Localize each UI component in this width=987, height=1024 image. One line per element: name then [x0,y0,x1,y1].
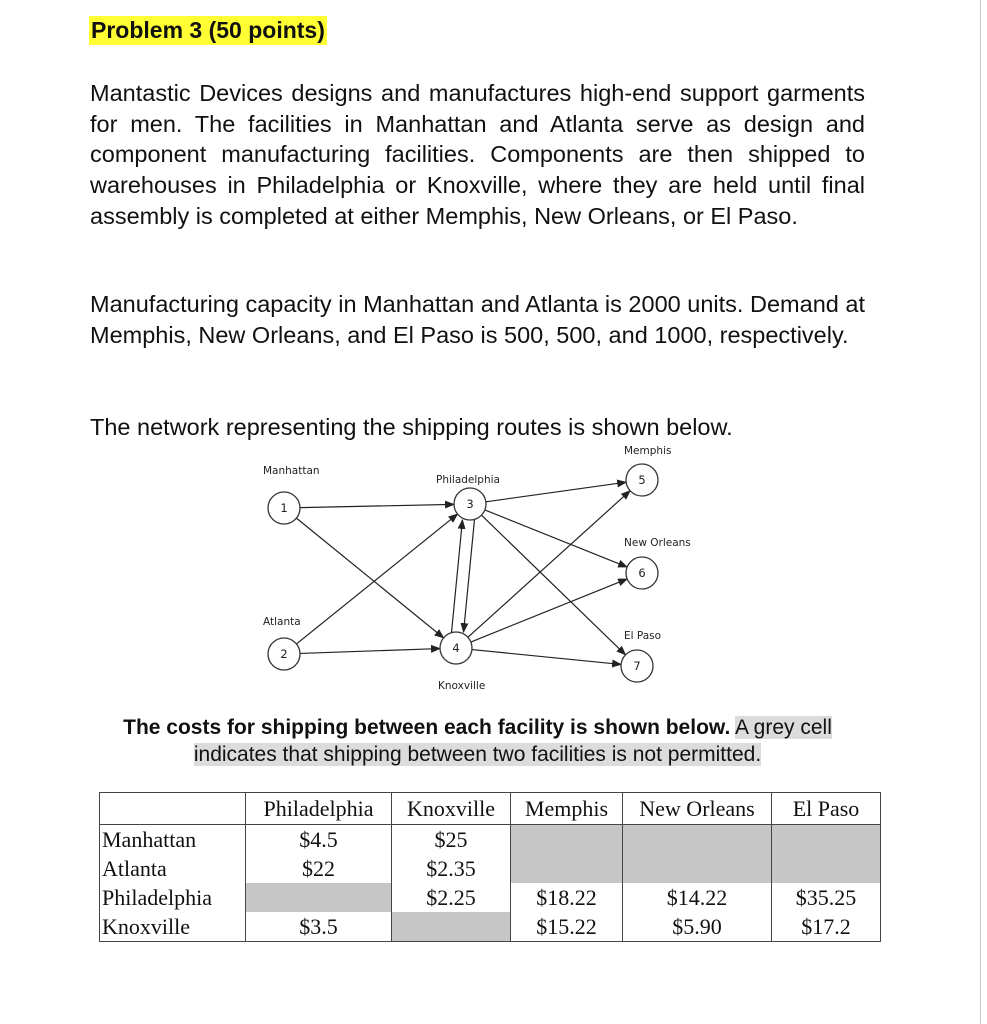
cost-table-cell: $3.5 [246,912,392,942]
cost-table-row [100,854,881,883]
cost-table-col-header: Knoxville [392,793,511,825]
node-2-number: 2 [280,647,288,661]
node-4-number: 4 [452,641,460,655]
cost-table-row-header: Atlanta [100,854,246,883]
edge-2-4 [300,649,440,654]
node-6-number: 6 [638,566,646,580]
cost-table-cell: $14.22 [623,883,772,912]
edge-4-7 [472,650,621,665]
edge-1-4 [296,518,443,638]
node-4-label: Knoxville [438,680,486,692]
cost-table-cell: $4.5 [246,825,392,855]
node-7-label: El Paso [624,630,662,642]
edge-2-3 [296,514,457,644]
cost-table-cell: $5.90 [623,912,772,942]
cost-table-blocked-cell [772,825,881,855]
cost-table-blocked-cell [623,825,772,855]
cost-table-col-header: Memphis [511,793,623,825]
cost-table-blocked-cell [246,883,392,912]
cost-table-cell: $2.35 [392,854,511,883]
cost-table-blocked-cell [511,854,623,883]
costs-caption-bold: The costs for shipping between each facility is shown below. [123,716,731,739]
costs-caption-note: A grey cell indicates that shipping between two facilities is not permitted. [193,716,832,766]
node-5-number: 5 [638,473,646,487]
cost-table-blocked-cell [623,854,772,883]
node-1-number: 1 [280,501,288,515]
node-1-label: Manhattan [263,465,320,477]
edge-4-6 [471,579,627,642]
cost-table-corner [100,793,246,825]
cost-table-blocked-cell [392,912,511,942]
cost-table-blocked-cell [772,854,881,883]
paragraph-capacity: Manufacturing capacity in Manhattan and Atlanta is 2000 units. Demand at Memphis, New Orleans, and El Paso is 500, 500, and 1000, respectively. [90,291,865,348]
node-3-number: 3 [466,497,474,511]
cost-table-cell: $17.2 [772,912,881,942]
cost-table-cell: $15.22 [511,912,623,942]
problem-title: Problem 3 (50 points) [91,17,325,43]
cost-table-row [100,883,881,912]
cost-table-cell: $35.25 [772,883,881,912]
cost-table-row-header: Knoxville [100,912,246,942]
cost-table-cell: $2.25 [392,883,511,912]
cost-table-row [100,825,881,855]
edge-1-3 [300,504,454,507]
node-6-label: New Orleans [624,537,691,549]
cost-table-cell: $22 [246,854,392,883]
cost-table [99,792,881,942]
cost-table-header-row [100,793,881,825]
node-5-label: Memphis [624,445,672,457]
cost-table-col-header: El Paso [772,793,881,825]
cost-table-cell: $25 [392,825,511,855]
cost-table-row-header: Philadelphia [100,883,246,912]
cost-table-col-header: Philadelphia [246,793,392,825]
node-3-label: Philadelphia [436,474,500,486]
edge-3-7 [481,515,625,655]
cost-table-row-header: Manhattan [100,825,246,855]
cost-table-blocked-cell [511,825,623,855]
edge-4-3 [452,520,463,632]
costs-caption [90,714,865,768]
edge-3-4 [464,520,475,632]
paragraph-intro: Mantastic Devices designs and manufactures high-end support garments for men. The facilities in Manhattan and Atlanta serve as design and component manufacturing facilities. Components are then shipped to warehouses in Philadelphia or Knoxville, where they are held until final assembly is completed at either Memphis, New Orleans, or El Paso. [90,80,865,229]
cost-table-col-header: New Orleans [623,793,772,825]
node-7-number: 7 [633,659,641,673]
cost-table-cell: $18.22 [511,883,623,912]
edge-3-5 [486,482,626,502]
node-2-label: Atlanta [263,616,301,628]
paragraph-network-intro: The network representing the shipping routes is shown below. [90,414,733,440]
cost-table-row [100,912,881,942]
